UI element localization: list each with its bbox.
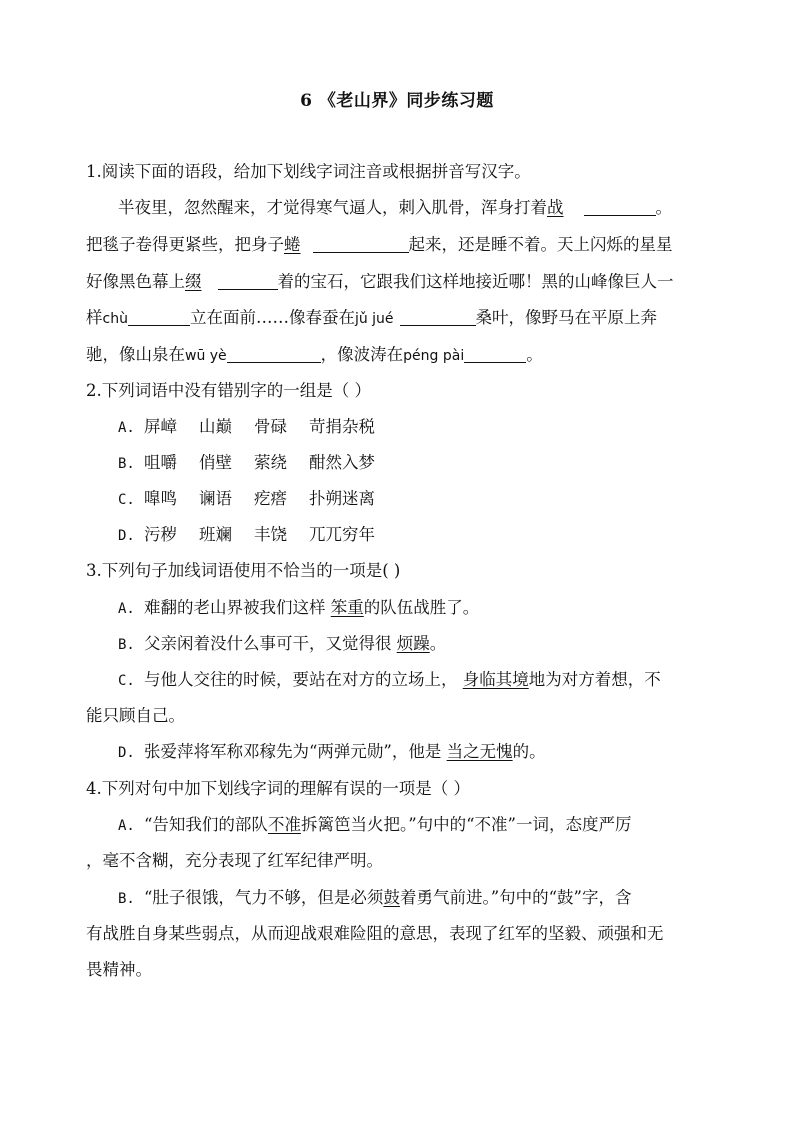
option-word: 骨碌 [254,417,287,436]
q1-text: 好像黑色幕上 [86,272,185,291]
q1-text: 半夜里，忽然醒来，才觉得寒气逼人，刺入肌骨，浑身打着 [118,198,547,217]
q4-option-b[interactable] [118,886,632,911]
option-text: 的。 [512,742,546,761]
option-word: 萦绕 [254,453,287,472]
q1-text: 桑叶，像野马在平原上奔 [475,308,658,327]
q1-answer-blank[interactable] [218,273,278,290]
option-word: 兀兀穷年 [309,525,375,544]
q1-underlined-char: 战 [547,198,564,217]
option-word: 俏壁 [199,453,232,472]
option-word: 丰饶 [254,525,287,544]
option-word: 疙瘩 [254,489,287,508]
q4-option-b-continued-2: 畏精神。 [86,960,152,979]
q4-stem: 4.下列对句中加下划线字词的理解有误的一项是（ ） [86,779,470,798]
option-word: 谰语 [199,489,232,508]
q1-answer-blank[interactable] [128,309,190,326]
q3-option-c-continued: 能只顾自己。 [86,706,185,725]
q1-text: 起来，还是睡不着。天上闪烁的星星 [408,235,673,254]
option-underlined-word: 烦躁 [396,634,430,653]
option-word: 嘷鸣 [144,489,177,508]
q1-passage-line-2 [86,233,673,257]
option-label: A. [118,601,135,617]
option-word: 污秽 [144,525,177,544]
option-word: 山巅 [199,417,232,436]
option-text: 。 [429,634,447,653]
q2-option-c[interactable] [118,487,397,512]
q1-answer-blank[interactable] [464,346,526,363]
q1-text: 。 [655,198,672,217]
option-label: D. [118,528,135,544]
page-title: 6 《老山界》同步练习题 [300,91,494,111]
q1-text: 立在面前……像春蚕在 [189,308,355,327]
option-underlined-word: 身临其境 [462,670,529,689]
q1-text: 样 [86,308,103,327]
q3-stem: 3.下列句子加线词语使用不恰当的一项是( ) [86,561,401,580]
q1-passage-line-1 [118,196,672,220]
option-text: 父亲闲着没什么事可干，又觉得很 [144,634,397,653]
option-label: A. [118,420,135,436]
option-label: C. [118,492,135,508]
option-text: 张爱萍将军称邓稼先为“两弹元勋”，他是 [144,742,447,761]
q1-text: 。 [526,345,543,364]
q1-passage-line-3 [86,270,674,294]
q1-answer-blank[interactable] [227,346,321,363]
q1-pinyin: wū yè [185,348,227,364]
option-underlined-word: 鼓 [383,888,400,907]
q1-text: 把毯子卷得更紧些，把身子 [86,235,284,254]
option-underlined-word: 笨重 [330,598,364,617]
q3-option-b[interactable] [118,632,446,657]
option-word: 班斓 [199,525,232,544]
q1-underlined-char: 缀 [185,272,202,291]
option-text: 拆篱笆当火把。”句中的“不准”一词，态度严厉 [300,815,632,834]
q4-option-a-continued: ，毫不含糊，充分表现了红军纪律严明。 [86,851,383,870]
option-word: 咀嚼 [144,453,177,472]
option-word: 屏嶂 [144,417,177,436]
q3-option-c[interactable] [118,668,661,693]
q1-pinyin: jǔ jué [354,311,394,327]
q4-option-a[interactable] [118,813,632,838]
option-text: 的队伍战胜了。 [363,598,480,617]
q1-answer-blank[interactable] [584,199,656,216]
q4-option-b-continued-1: 有战胜自身某些弱点，从而迎战艰难险阻的意思，表现了红军的坚毅、顽强和无 [86,924,664,943]
q1-answer-blank[interactable] [400,309,476,326]
option-text: 着勇气前进。”句中的“鼓”字，含 [399,888,632,907]
option-word: 酣然入梦 [309,453,375,472]
q2-option-d[interactable] [118,523,397,548]
q1-answer-blank[interactable] [313,236,409,253]
option-word: 扑朔迷离 [309,489,375,508]
q1-text: ，像波涛在 [320,345,404,364]
option-text: 地为对方着想，不 [528,670,661,689]
option-word: 苛捐杂税 [309,417,375,436]
option-text: “肚子很饿，气力不够，但是必须 [144,888,384,907]
q1-passage-line-5 [86,343,543,368]
q1-stem: 1.阅读下面的语段，给加下划线字词注音或根据拼音写汉字。 [86,162,531,181]
option-text: 难翻的老山界被我们这样 [144,598,331,617]
option-label: C. [118,673,135,689]
q1-pinyin: péng pài [403,348,465,364]
q1-passage-line-4 [86,306,657,331]
option-label: B. [118,456,135,472]
q3-option-a[interactable] [118,596,479,621]
q1-text: 驰，像山泉在 [86,345,185,364]
option-text: 与他人交往的时候，要站在对方的立场上， [144,670,463,689]
option-label: B. [118,637,135,653]
q1-pinyin: chù [102,311,128,327]
q1-text: 着的宝石，它跟我们这样地接近哪！黑的山峰像巨人一 [277,272,674,291]
option-text: “告知我们的部队 [144,815,268,834]
option-label: B. [118,891,135,907]
option-label: A. [118,818,135,834]
option-underlined-word: 不准 [267,815,301,834]
q2-stem: 2.下列词语中没有错别字的一组是（ ） [86,381,371,400]
option-label: D. [118,745,135,761]
q3-option-d[interactable] [118,740,546,765]
q1-underlined-char: 蜷 [284,235,301,254]
option-underlined-word: 当之无愧 [446,742,513,761]
q2-option-b[interactable] [118,451,397,476]
q2-option-a[interactable] [118,415,397,440]
